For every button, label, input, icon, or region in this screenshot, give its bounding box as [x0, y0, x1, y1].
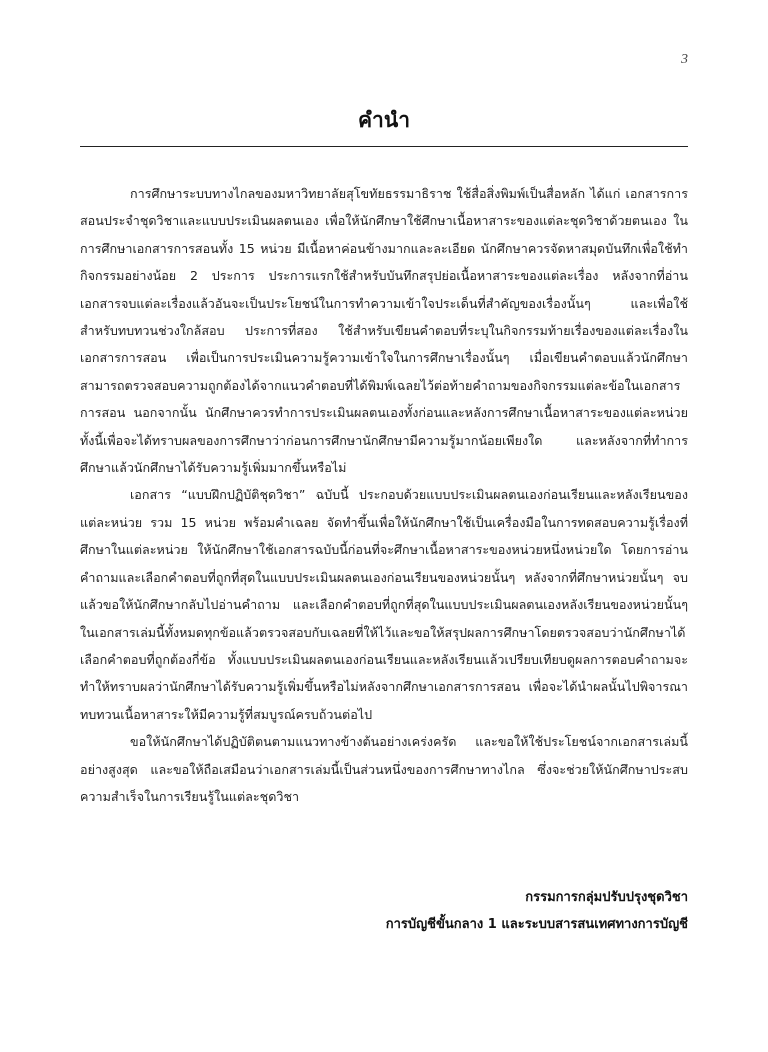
paragraph-1: การศึกษาระบบทางไกลของมหาวิทยาลัยสุโขทัยธรรมาธิราช ใช้สื่อสิ่งพิมพ์เป็นสื่อหลัก ได้แก่ เอกสารการสอนประจำชุดวิชาและแบบประเมินผลตนเอง เพื่อให้นักศึกษาใช้ศึกษาเนื้อหาสาระของแต่ละชุดวิชาด้วยตนเอง ในการศึกษาเอกสารการสอนทั้ง 15 หน่วย มีเนื้อหาค่อนข้างมากและละเอียด นักศึกษาควรจัดหาสมุดบันทึกเพื่อใช้ทำกิจกรรมอย่างน้อย 2 ประการ ประการแรกใช้สำหรับบันทึกสรุปย่อเนื้อหาสาระของแต่ละเรื่อง หลังจากที่อ่านเอกสารจบแต่ละเรื่องแล้วอันจะเป็นประโยชน์ในการทำความเข้าใจประเด็นที่สำคัญของเรื่องนั้นๆ และเพื่อใช้สำหรับทบทวนช่วงใกล้สอบ ประการที่สอง ใช้สำหรับเขียนคำตอบที่ระบุในกิจกรรมท้ายเรื่องของแต่ละเรื่องในเอกสารการสอน เพื่อเป็นการประเมินความรู้ความเข้าใจในการศึกษาเรื่องนั้นๆ เมื่อเขียนคำตอบแล้วนักศึกษาสามารถตรวจสอบความถูกต้องได้จากแนวคำตอบที่ได้พิมพ์เฉลยไว้ต่อท้ายคำถามของกิจกรรมแต่ละข้อในเอกสารการสอน นอกจากนั้น นักศึกษาควรทำการประเมินผลตนเองทั้งก่อนและหลังการศึกษาเนื้อหาสาระของแต่ละหน่วย ทั้งนี้เพื่อจะได้ทราบผลของการศึกษาว่าก่อนการศึกษานักศึกษามีความรู้มากน้อยเพียงใด และหลังจากที่ทำการศึกษาแล้วนักศึกษาได้รับความรู้เพิ่มมากขึ้นหรือไม่ — [80, 186, 688, 476]
signature-block — [386, 884, 688, 938]
signature-committee: กรรมการกลุ่มปรับปรุงชุดวิชา — [525, 890, 688, 905]
page-number: 3 — [681, 52, 688, 67]
paragraph-2: เอกสาร “แบบฝึกปฏิบัติชุดวิชา” ฉบับนี้ ประกอบด้วยแบบประเมินผลตนเองก่อนเรียนและหลังเรียนของแต่ละหน่วย รวม 15 หน่วย พร้อมคำเฉลย จัดทำขึ้นเพื่อให้นักศึกษาใช้เป็นเครื่องมือในการทดสอบความรู้เรื่องที่ศึกษาในแต่ละหน่วย ให้นักศึกษาใช้เอกสารฉบับนี้ก่อนที่จะศึกษาเนื้อหาสาระของหน่วยหนึ่งหน่วยใด โดยการอ่านคำถามและเลือกคำตอบที่ถูกที่สุดในแบบประเมินผลตนเองก่อนเรียนของหน่วยนั้นๆ หลังจากที่ศึกษาหน่วยนั้นๆ จบแล้วขอให้นักศึกษากลับไปอ่านคำถาม และเลือกคำตอบที่ถูกที่สุดในแบบประเมินผลตนเองหลังเรียนของหน่วยนั้นๆ ในเอกสารเล่มนี้ทั้งหมดทุกข้อแล้วตรวจสอบกับเฉลยที่ให้ไว้และขอให้สรุปผลการศึกษาโดยตรวจสอบว่านักศึกษาได้เลือกคำตอบที่ถูกต้องกี่ข้อ ทั้งแบบประเมินผลตนเองก่อนเรียนและหลังเรียนแล้วเปรียบเทียบดูผลการตอบคำถามจะทำให้ทราบผลว่านักศึกษาได้รับความรู้เพิ่มขึ้นหรือไม่หลังจากศึกษาเอกสารการสอน เพื่อจะได้นำผลนั้นไปพิจารณาทบทวนเนื้อหาสาระให้มีความรู้ที่สมบูรณ์ครบถ้วนต่อไป — [80, 487, 688, 722]
signature-course: การบัญชีขั้นกลาง 1 และระบบสารสนเทศทางการบัญชี — [385, 917, 688, 932]
page-title: คำนำ — [358, 107, 410, 132]
title-divider — [80, 146, 688, 147]
paragraph-3: ขอให้นักศึกษาได้ปฏิบัติตนตามแนวทางข้างต้นอย่างเคร่งครัด และขอให้ใช้ประโยชน์จากเอกสารเล่มนี้อย่างสูงสุด และขอให้ถือเสมือนว่าเอกสารเล่มนี้เป็นส่วนหนึ่งของการศึกษาทางไกล ซึ่งจะช่วยให้นักศึกษาประสบความสำเร็จในการเรียนรู้ในแต่ละชุดวิชา — [80, 734, 688, 804]
preface-body — [80, 180, 688, 810]
